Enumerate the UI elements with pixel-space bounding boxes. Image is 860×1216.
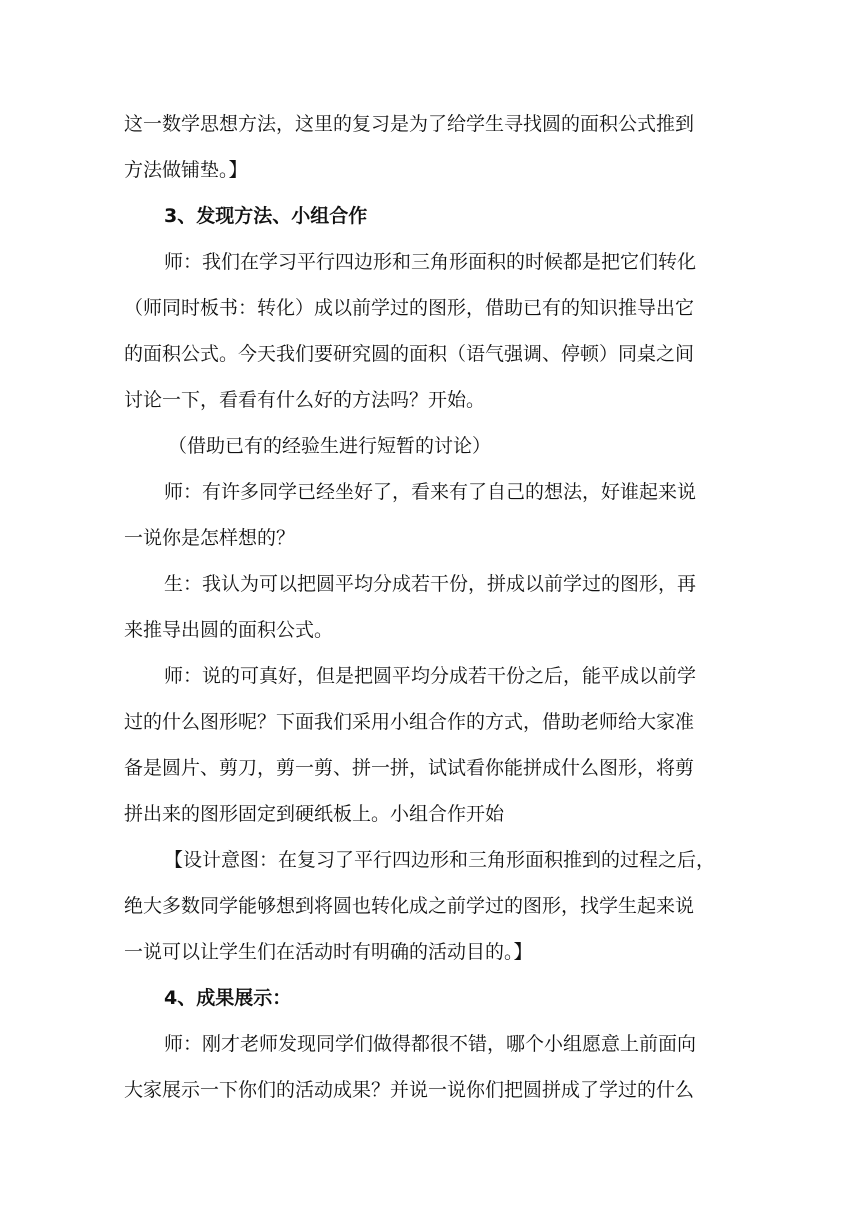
section-heading-3 <box>124 193 744 239</box>
text-line: （师同时板书：转化）成以前学过的图形，借助已有的知识推导出它 <box>124 297 695 319</box>
text-line: 的面积公式。今天我们要研究圆的面积（语气强调、停顿）同桌之间 <box>124 343 695 365</box>
paragraph-teacher-2 <box>124 469 744 561</box>
text-line: 过的什么图形呢？下面我们采用小组合作的方式，借助老师给大家准 <box>124 711 695 733</box>
text-line: 师：说的可真好，但是把圆平均分成若干份之后，能平成以前学 <box>164 665 697 687</box>
paragraph-design-intent <box>124 837 744 975</box>
document-body <box>124 101 744 1113</box>
text-line: 来推导出圆的面积公式。 <box>124 619 334 641</box>
paragraph-teacher-3 <box>124 653 744 837</box>
text-line: 一说可以让学生们在活动时有明确的活动目的。】 <box>124 941 533 963</box>
text-line: 绝大多数同学能够想到将圆也转化成之前学过的图形，找学生起来说 <box>124 895 695 917</box>
paragraph-intro-continuation <box>124 101 744 193</box>
text-line: 这一数学思想方法，这里的复习是为了给学生寻找圆的面积公式推到 <box>124 113 695 135</box>
paragraph-discussion-note <box>124 423 744 469</box>
section-heading-4 <box>124 975 744 1021</box>
paragraph-student-1 <box>124 561 744 653</box>
text-line: 生：我认为可以把圆平均分成若干份，拼成以前学过的图形，再 <box>164 573 697 595</box>
text-line: 【设计意图：在复习了平行四边形和三角形面积推到的过程之后， <box>164 849 716 871</box>
text-line: 师：有许多同学已经坐好了，看来有了自己的想法，好谁起来说 <box>164 481 697 503</box>
text-line: 讨论一下，看看有什么好的方法吗？开始。 <box>124 389 486 411</box>
text-line: 拼出来的图形固定到硬纸板上。小组合作开始 <box>124 803 505 825</box>
heading-text: 4、成果展示： <box>164 987 292 1009</box>
paragraph-teacher-4 <box>124 1021 744 1113</box>
text-line: 一说你是怎样想的？ <box>124 527 296 549</box>
text-line: （借助已有的经验生进行短暂的讨论） <box>168 435 492 457</box>
text-line: 大家展示一下你们的活动成果？并说一说你们把圆拼成了学过的什么 <box>124 1079 695 1101</box>
text-line: 备是圆片、剪刀，剪一剪、拼一拼，试试看你能拼成什么图形，将剪 <box>124 757 695 779</box>
text-line: 师：我们在学习平行四边形和三角形面积的时候都是把它们转化 <box>164 251 697 273</box>
paragraph-teacher-1 <box>124 239 744 423</box>
heading-text: 3、发现方法、小组合作 <box>164 205 368 227</box>
text-line: 师：刚才老师发现同学们做得都很不错，哪个小组愿意上前面向 <box>164 1033 697 1055</box>
text-line: 方法做铺垫。】 <box>124 159 248 181</box>
